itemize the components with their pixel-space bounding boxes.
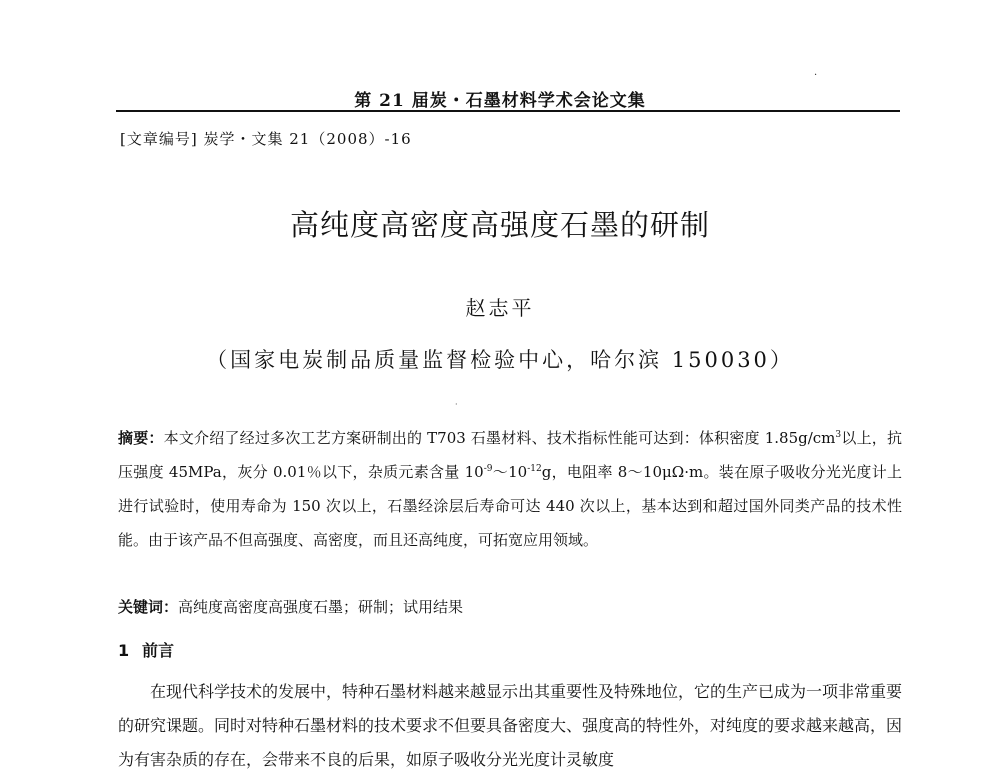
abstract-sup-exp1: -9 (483, 464, 493, 474)
keywords-value: 高纯度高密度高强度石墨；研制；试用结果 (178, 598, 464, 616)
author-name: 赵志平 (465, 296, 535, 320)
abstract-text-2: 以上，抗压强度 45MPa，灰分 0.01％以下，杂质元素含量 10 (118, 429, 902, 481)
paper-title: 高纯度高密度高强度石墨的研制 (289, 208, 710, 242)
abstract-text-4: g，电阻率 8～10μΩ·m。装在原子吸收分光光度计上进行试验时，使用寿命为 150 次以上，石墨经涂层后寿命可达 440 次以上，基本达到和超过国外同类产品的技术性能。由于该产品不但高强度、高密度，而且还高纯度，可拓宽应用领域。 (118, 463, 902, 549)
running-header: 第 21 届炭・石墨材料学术会论文集 (354, 91, 646, 111)
article-number-label: [文章编号] (120, 130, 198, 148)
abstract-sup-exp2: -12 (527, 464, 542, 474)
keywords-label: 关键词： (118, 598, 179, 616)
section-title: 前言 (142, 641, 175, 660)
section-heading-intro (118, 638, 174, 661)
keywords (118, 596, 902, 617)
section-number: 1 (118, 641, 130, 660)
abstract-label: 摘要： (118, 429, 164, 447)
abstract (118, 421, 902, 557)
article-number-value: 炭学・文集 21（2008）-16 (203, 130, 412, 148)
abstract-sup-cm3: 3 (835, 430, 842, 440)
author-affiliation: （国家电炭制品质量监督检验中心，哈尔滨 150030） (206, 348, 794, 372)
scan-speck: · (814, 70, 818, 81)
abstract-text-3: ～10 (492, 463, 528, 481)
intro-paragraph: 在现代科学技术的发展中，特种石墨材料越来越显示出其重要性及特殊地位，它的生产已成为一项非常重要的研究课题。同时对特种石墨材料的技术要求不但要具备密度大、强度高的特性外，对纯度的要求越来越高，因为有害杂质的存在，会带来不良的后果，如原子吸收分光光度计灵敏度 (118, 682, 903, 769)
scan-speck-2: · (455, 400, 458, 409)
header-rule (116, 110, 900, 112)
article-number (120, 128, 412, 149)
abstract-text-1: 本文介绍了经过多次工艺方案研制出的 T703 石墨材料、技术指标性能可达到：体积密度 1.85g/cm (163, 429, 836, 447)
